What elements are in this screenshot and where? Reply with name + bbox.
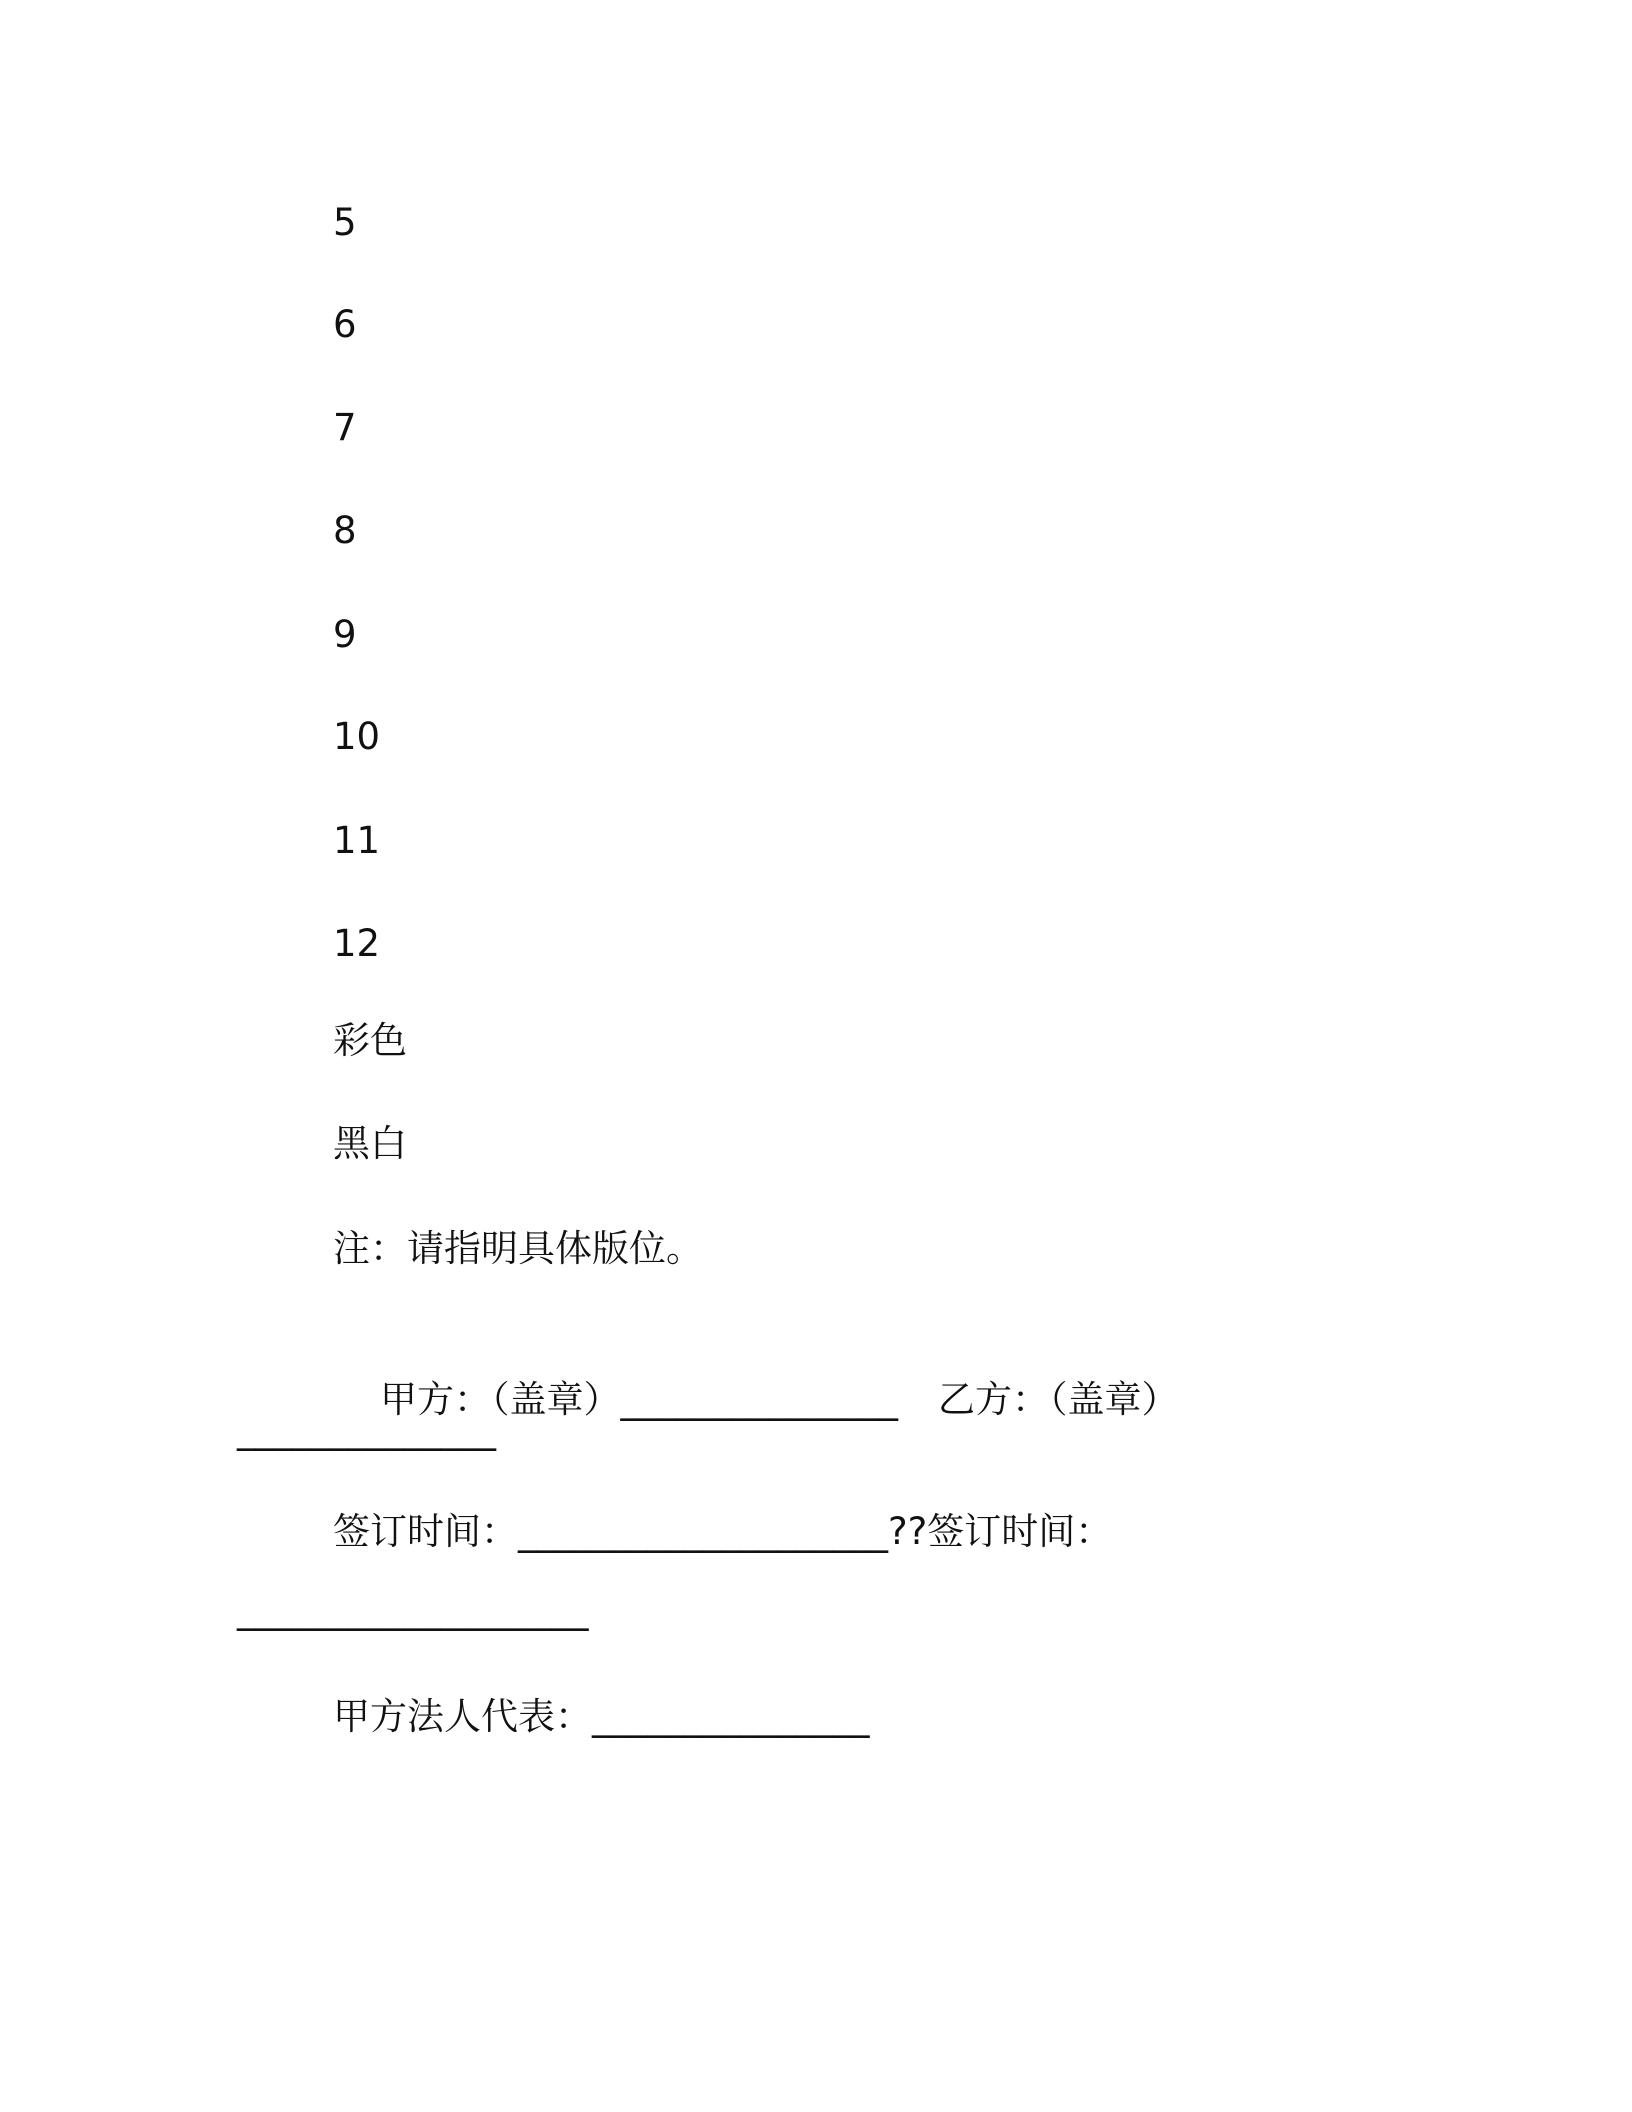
sign-date: 签订时间：____________________??签订时间： [333, 1510, 1113, 1553]
seal-line [333, 1328, 1179, 1421]
row-number: 5 [333, 201, 357, 244]
note-text: 注：请指明具体版位。 [333, 1227, 703, 1270]
row-number: 10 [333, 715, 381, 758]
party-a-legal-rep: 甲方法人代表：_______________ [333, 1695, 870, 1738]
row-number: 9 [333, 613, 357, 656]
sign-date-blank: ___________________ [237, 1588, 589, 1631]
color-option: 彩色 [333, 1019, 407, 1062]
row-number: 7 [333, 406, 357, 449]
row-number: 8 [333, 509, 357, 552]
row-number: 12 [333, 922, 381, 965]
party-b-seal-blank: ______________ [237, 1408, 496, 1451]
party-b-seal: 乙方：（盖章） [938, 1378, 1179, 1421]
party-a-seal: 甲方：（盖章）_______________ [380, 1378, 899, 1421]
color-option: 黑白 [333, 1122, 407, 1165]
row-number: 11 [333, 819, 381, 862]
row-number: 6 [333, 303, 357, 346]
